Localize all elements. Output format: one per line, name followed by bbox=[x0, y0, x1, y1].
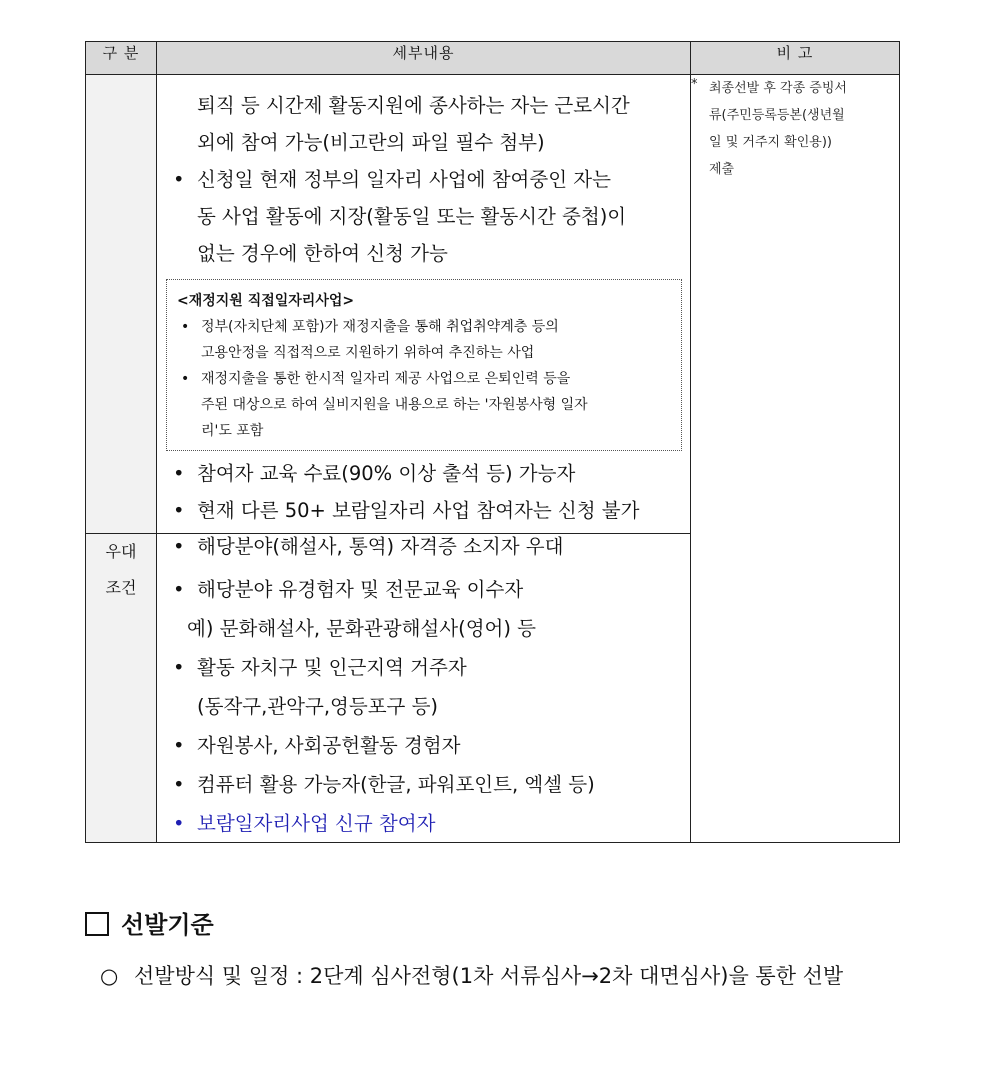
bullet-new-participant bbox=[169, 808, 680, 842]
preference-details-cell bbox=[157, 534, 691, 843]
remark-line: 일 및 거주지 확인용)) bbox=[709, 135, 833, 150]
bullet-training bbox=[169, 455, 680, 492]
bullet-certificate bbox=[169, 534, 680, 574]
bullet-text: 자원봉사, 사회공헌활동 경험자 bbox=[197, 734, 461, 757]
table-header-row bbox=[86, 42, 900, 75]
bullet-no-duplicate bbox=[169, 492, 680, 529]
detail-line: 동 사업 활동에 지장(활동일 또는 활동시간 중첩)이 bbox=[197, 205, 627, 228]
info-box-title: <재정지원 직접일자리사업> bbox=[177, 293, 355, 309]
category-label-line: 우대 bbox=[105, 542, 137, 561]
bullet-icon: • bbox=[173, 578, 185, 601]
bullet-icon: • bbox=[173, 499, 185, 522]
info-box-item bbox=[177, 366, 671, 444]
table-row-eligibility bbox=[86, 75, 900, 534]
info-box-item bbox=[177, 314, 671, 366]
bullet-icon: • bbox=[173, 773, 185, 796]
bullet-icon: • bbox=[181, 319, 190, 335]
detail-line: 없는 경우에 한하여 신청 가능 bbox=[197, 242, 448, 265]
asterisk-icon: * bbox=[691, 77, 698, 92]
eligibility-details-cell bbox=[157, 75, 691, 534]
detail-line: 외에 참여 가능(비고란의 파일 필수 첨부) bbox=[197, 131, 545, 154]
bullet-icon: • bbox=[173, 656, 185, 679]
remark-line: 제출 bbox=[709, 162, 735, 177]
residence-areas: (동작구,관악구,영등포구 등) bbox=[197, 695, 439, 718]
remark-note bbox=[691, 75, 899, 183]
checkbox-square-icon bbox=[85, 912, 109, 936]
bullet-residence bbox=[169, 652, 680, 691]
detail-line: 신청일 현재 정부의 일자리 사업에 참여중인 자는 bbox=[197, 168, 611, 191]
remark-line: 최종선발 후 각종 증빙서 bbox=[709, 81, 847, 96]
criteria-table bbox=[85, 41, 900, 843]
header-remarks: 비 고 bbox=[691, 42, 900, 75]
remark-line: 류(주민등록등본(생년월 bbox=[709, 108, 845, 123]
info-line: 고용안정을 직접적으로 지원하기 위하여 추진하는 사업 bbox=[201, 345, 535, 361]
bullet-icon: • bbox=[181, 371, 190, 387]
category-cell-empty bbox=[86, 75, 157, 534]
category-preference bbox=[86, 534, 157, 843]
header-category: 구 분 bbox=[86, 42, 157, 75]
section-title: 선발기준 bbox=[121, 911, 214, 939]
bullet-computer bbox=[169, 769, 680, 808]
selection-method-text: 선발방식 및 일정 : 2단계 심사전형(1차 서류심사→2차 대면심사)을 통한 선발 bbox=[134, 964, 844, 988]
bullet-volunteer bbox=[169, 730, 680, 769]
bullet-text: 활동 자치구 및 인근지역 거주자 bbox=[197, 656, 467, 679]
info-line: 리'도 포함 bbox=[201, 423, 264, 439]
bullet-experience bbox=[169, 574, 680, 613]
example-line: 예) 문화해설사, 문화관광해설사(영어) 등 bbox=[187, 617, 537, 640]
detail-line: 퇴직 등 시간제 활동지원에 종사하는 자는 근로시간 bbox=[197, 94, 630, 117]
info-line: 주된 대상으로 하여 실비지원을 내용으로 하는 '자원봉사형 일자 bbox=[201, 397, 588, 413]
header-details: 세부내용 bbox=[157, 42, 691, 75]
bullet-text: 현재 다른 50+ 보람일자리 사업 참여자는 신청 불가 bbox=[197, 499, 640, 522]
bullet-text: 해당분야(해설사, 통역) 자격증 소지자 우대 bbox=[197, 535, 564, 558]
bullet-text: 해당분야 유경험자 및 전문교육 이수자 bbox=[197, 578, 524, 601]
bullet-text: 컴퓨터 활용 가능자(한글, 파워포인트, 엑셀 등) bbox=[197, 773, 595, 796]
bullet-text: 참여자 교육 수료(90% 이상 출석 등) 가능자 bbox=[197, 462, 576, 485]
bullet-icon: • bbox=[173, 812, 185, 835]
info-line: 재정지출을 통한 한시적 일자리 제공 사업으로 은퇴인력 등을 bbox=[201, 371, 571, 387]
bullet-text: 보람일자리사업 신규 참여자 bbox=[197, 812, 436, 835]
info-line: 정부(자치단체 포함)가 재정지출을 통해 취업취약계층 등의 bbox=[201, 319, 559, 335]
section-heading-selection bbox=[85, 905, 214, 945]
bullet-icon: • bbox=[173, 535, 185, 558]
remarks-cell bbox=[691, 75, 900, 843]
direct-job-info-box bbox=[166, 279, 682, 451]
bullet-icon: • bbox=[173, 168, 185, 191]
bullet-icon: • bbox=[173, 462, 185, 485]
circle-bullet-icon: ○ bbox=[100, 964, 119, 988]
category-label-line: 조건 bbox=[105, 578, 137, 597]
selection-method-item bbox=[100, 952, 910, 1000]
bullet-icon: • bbox=[173, 734, 185, 757]
bullet-government-job bbox=[169, 161, 680, 272]
